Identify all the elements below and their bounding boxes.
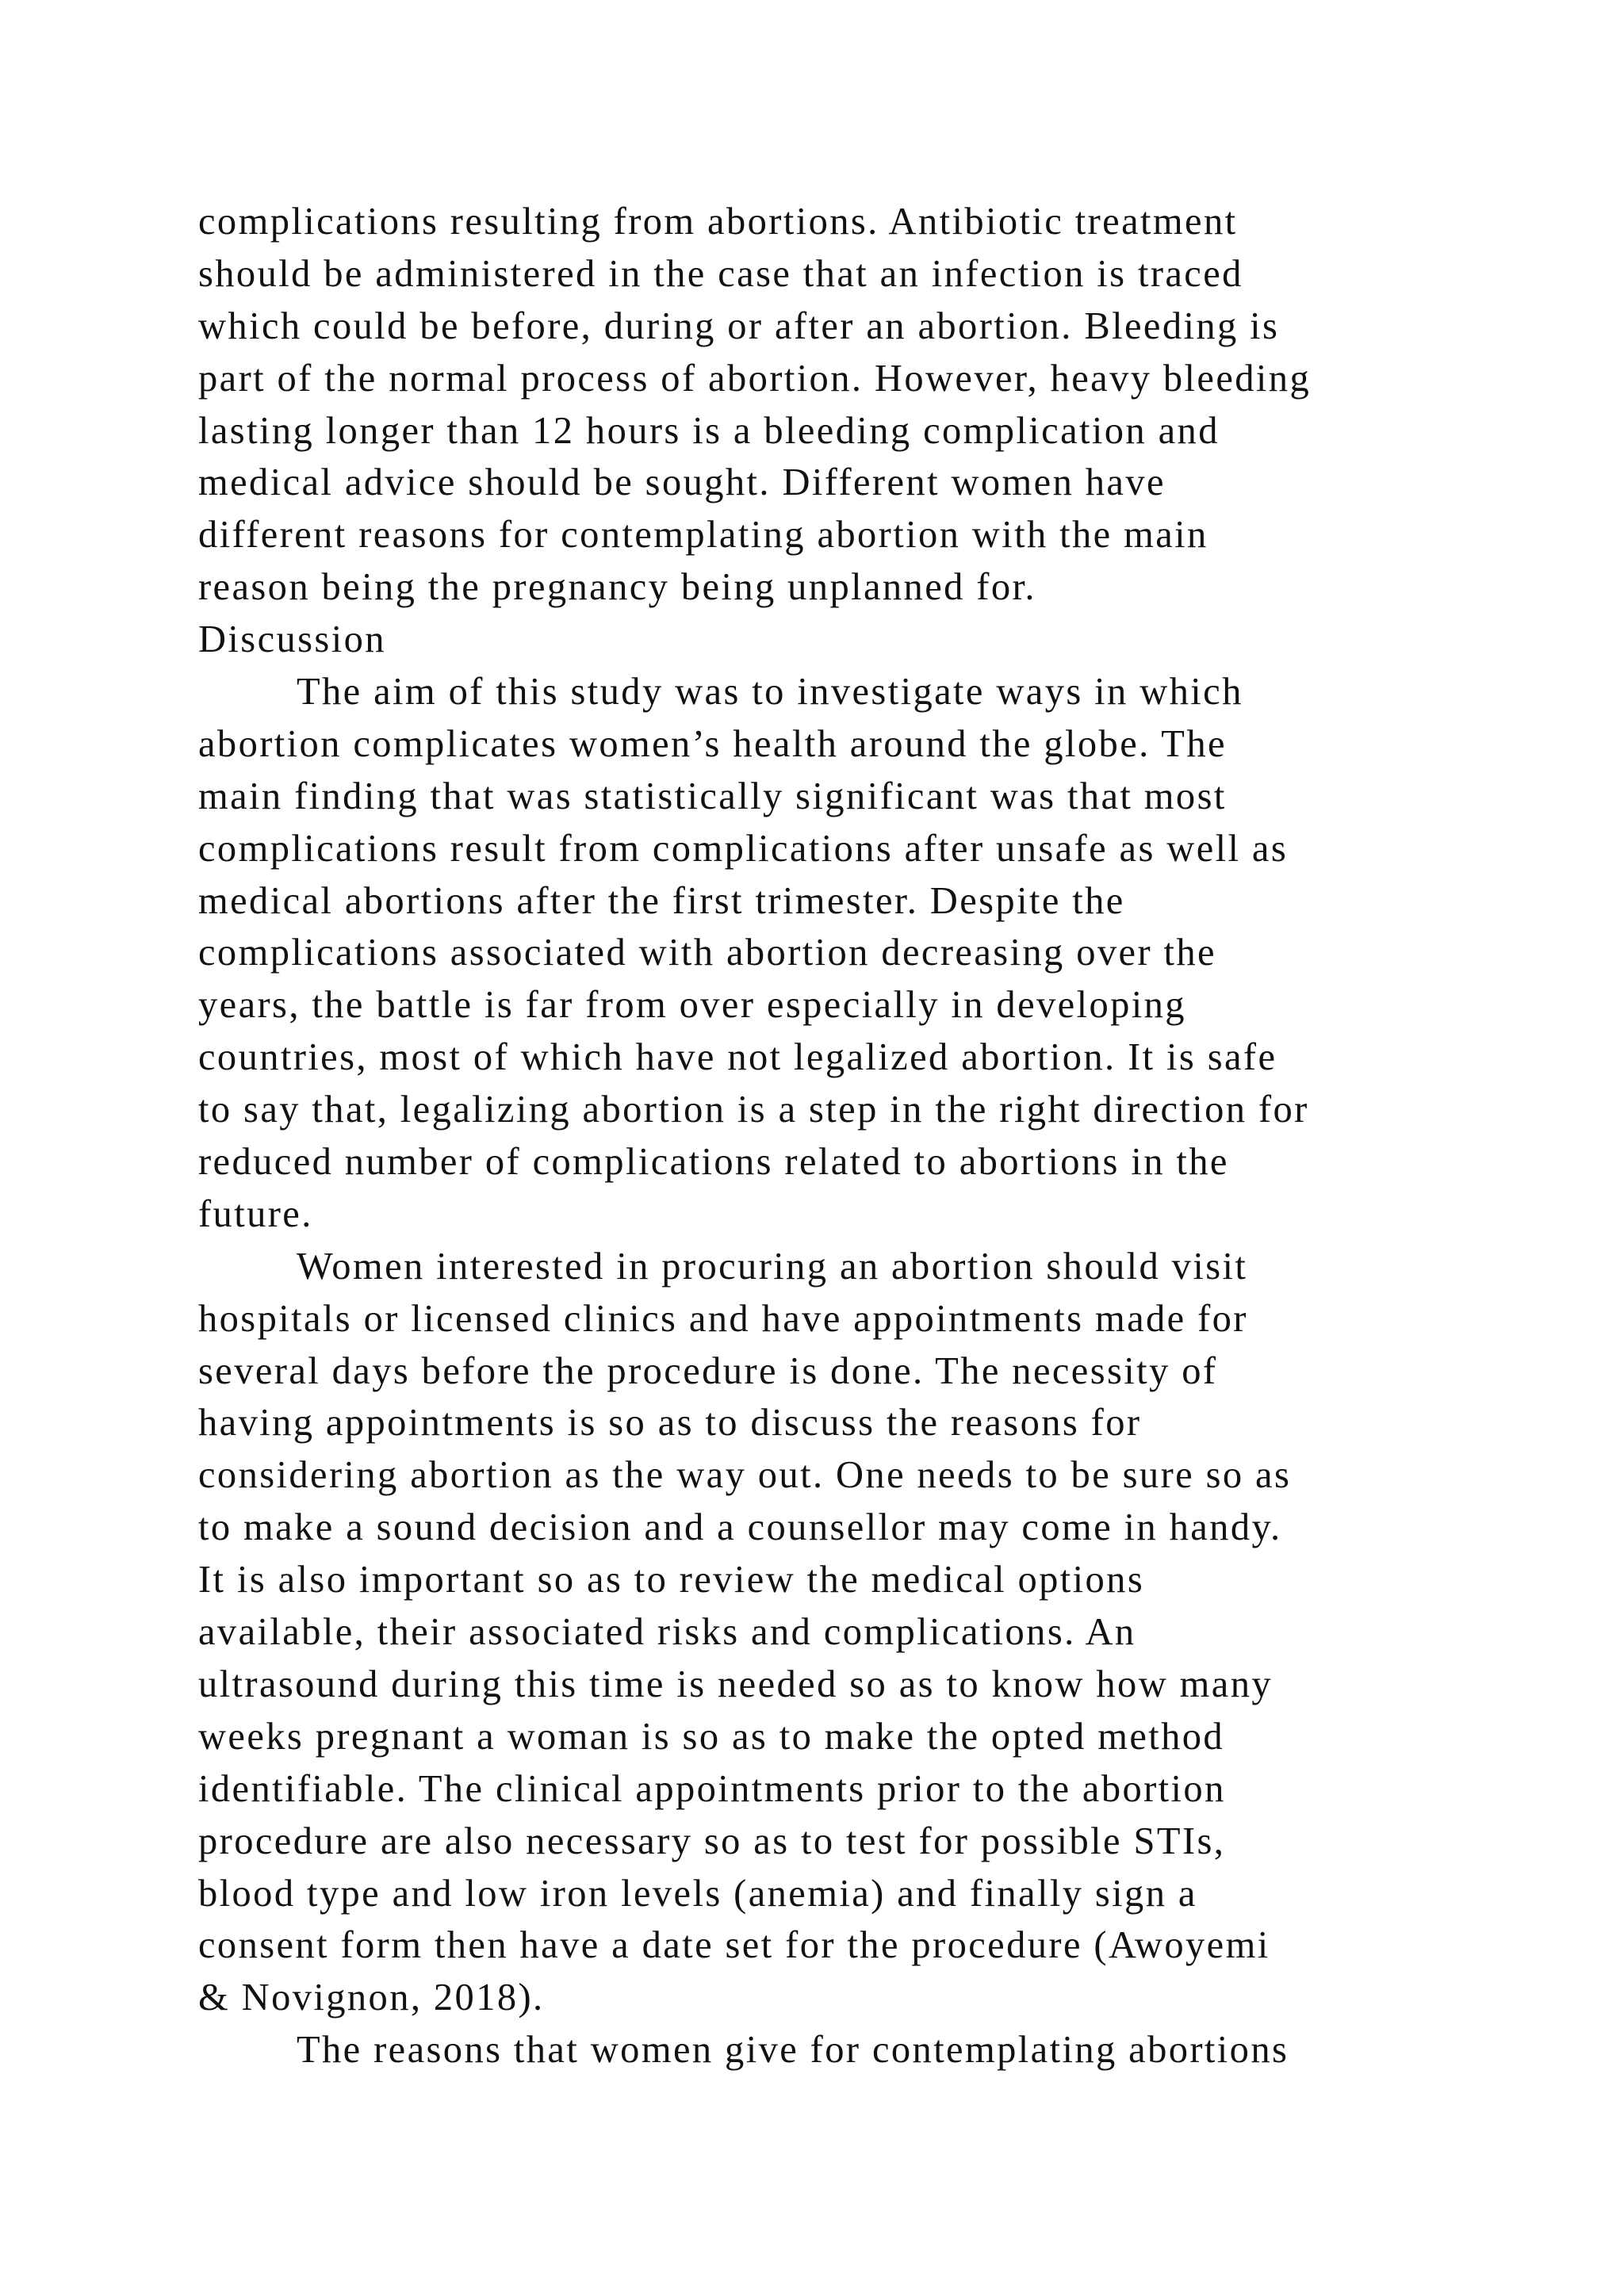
text-line: lasting longer than 12 hours is a bleeding complication and [198,409,1220,452]
text-line: should be administered in the case that an infection is traced [198,252,1243,295]
text-line: having appointments is so as to discuss the reasons for [198,1402,1142,1445]
text-line: hospitals or licensed clinics and have appointments made for [198,1297,1248,1340]
text-line: part of the normal process of abortion. However, heavy bleeding [198,357,1312,400]
text-line: years, the battle is far from over especially in developing [198,984,1186,1027]
text-line: future. [198,1192,313,1235]
text-line: medical advice should be sought. Different women have [198,461,1166,504]
text-line: considering abortion as the way out. One needs to be sure so as [198,1454,1292,1497]
text-line: several days before the procedure is done. The necessity of [198,1349,1218,1392]
text-line: weeks pregnant a woman is so as to make the opted method [198,1715,1225,1758]
text-line: blood type and low iron levels (anemia) and finally sign a [198,1872,1197,1915]
text-line: complications resulting from abortions. Antibiotic treatment [198,201,1238,243]
text-line: complications result from complications after unsafe as well as [198,827,1289,870]
text-line: The reasons that women give for contemplating abortions [297,2029,1289,2072]
text-line: which could be before, during or after an abortion. Bleeding is [198,304,1280,347]
text-line: Women interested in procuring an abortion should visit [297,1245,1248,1288]
text-line: available, their associated risks and complications. An [198,1611,1136,1654]
text-line: to say that, legalizing abortion is a step in the right direction for [198,1089,1309,1131]
text-line: It is also important so as to review the medical options [198,1559,1145,1601]
text-line: ultrasound during this time is needed so as to know how many [198,1663,1274,1705]
text-line: abortion complicates women’s health around the globe. The [198,722,1227,765]
text-line: medical abortions after the first trimester. Despite the [198,879,1125,922]
text-line: consent form then have a date set for the procedure (Awoyemi [198,1924,1270,1967]
text-line: to make a sound decision and a counsellor may come in handy. [198,1506,1282,1549]
text-line: reason being the pregnancy being unplanned for. [198,566,1036,609]
section-heading: Discussion [198,618,386,661]
text-line: reduced number of complications related to abortions in the [198,1141,1229,1184]
text-line: different reasons for contemplating abortion with the main [198,514,1208,557]
document-body [198,196,1530,2076]
text-line: main finding that was statistically significant was that most [198,775,1227,817]
text-line: & Novignon, 2018). [198,1976,545,2019]
text-line: countries, most of which have not legalized abortion. It is safe [198,1036,1277,1079]
text-line: complications associated with abortion decreasing over the [198,932,1216,974]
text-line: procedure are also necessary so as to test for possible STIs, [198,1820,1226,1862]
text-line: identifiable. The clinical appointments prior to the abortion [198,1767,1226,1810]
text-line: The aim of this study was to investigate ways in which [297,671,1243,714]
